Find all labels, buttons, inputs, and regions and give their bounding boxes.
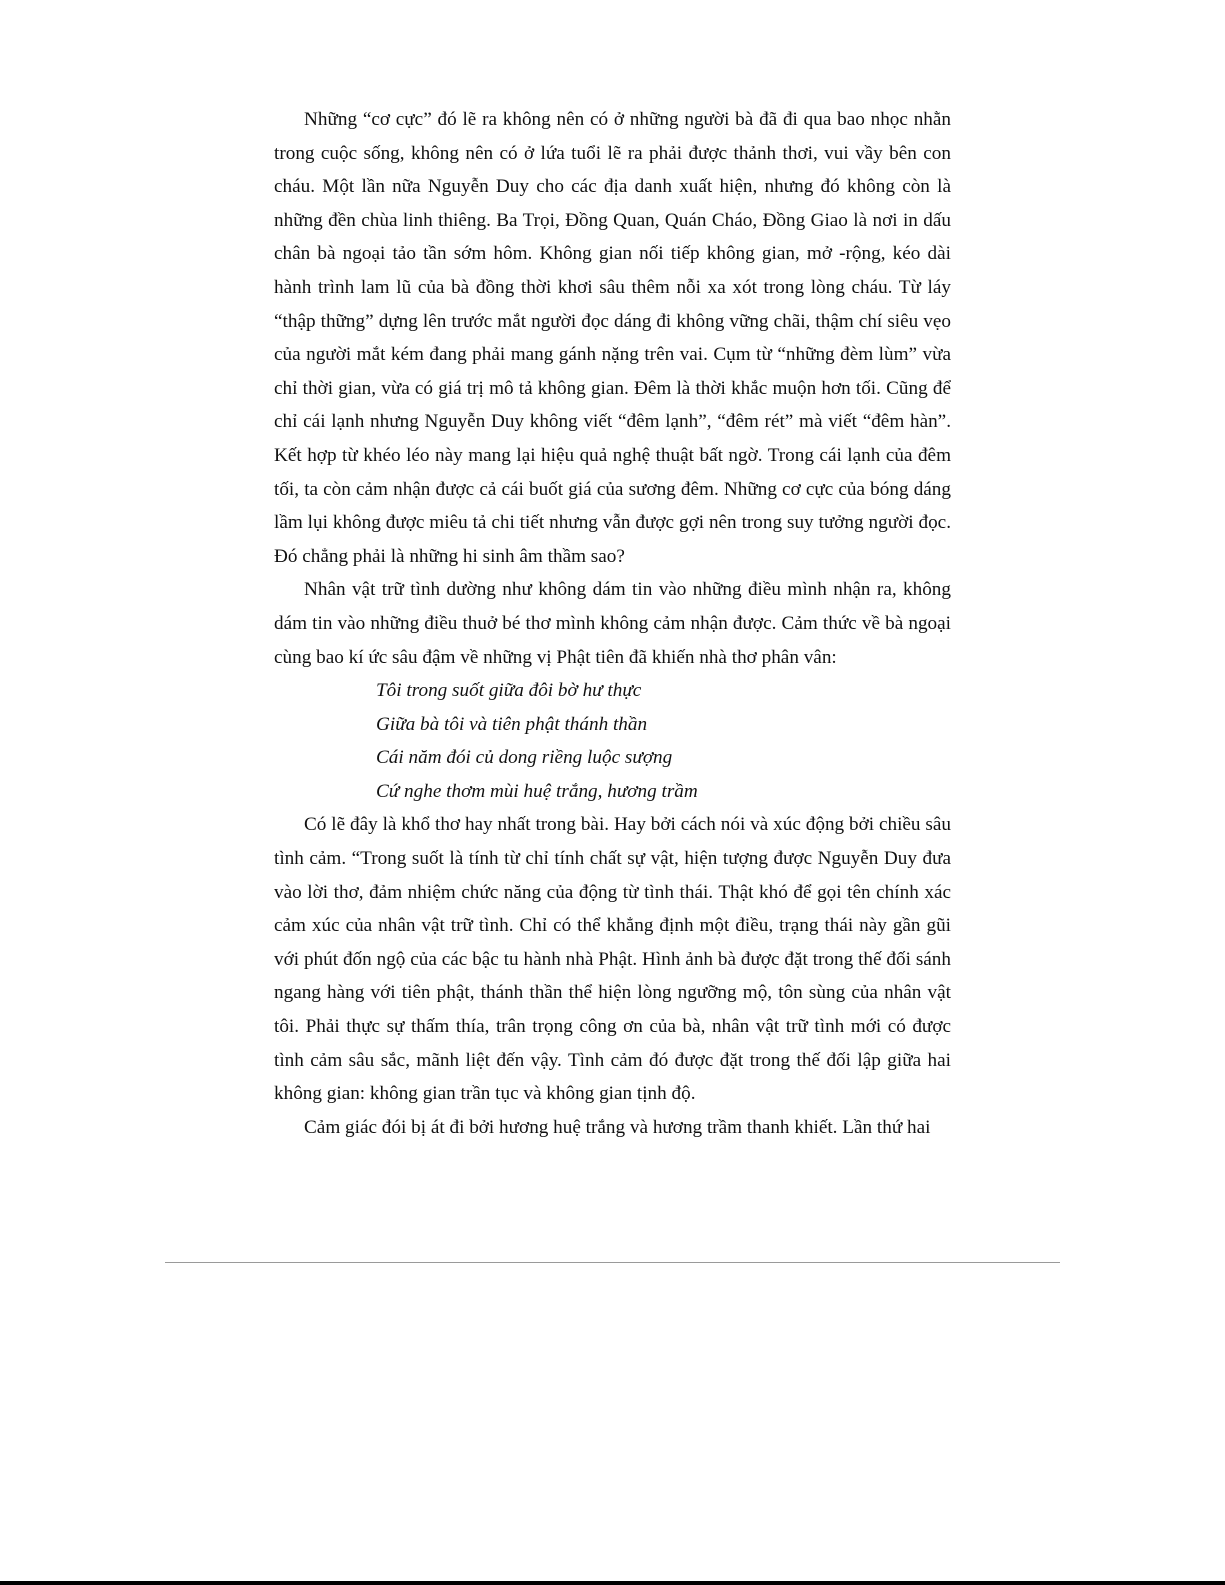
paragraph-1: Những “cơ cực” đó lẽ ra không nên có ở những người bà đã đi qua bao nhọc nhằn trong cuộc sống, không nên có ở lứa tuổi lẽ ra phải được thảnh thơi, vui vầy bên con cháu. Một lần nữa Nguyễn Duy cho các địa danh xuất hiện, nhưng đó không còn là những đền chùa linh thiêng. Ba Trọi, Đồng Quan, Quán Cháo, Đồng Giao là nơi in dấu chân bà ngoại tảo tần sớm hôm. Không gian nối tiếp không gian, mở -rộng, kéo dài hành trình lam lũ của bà đồng thời khơi sâu thêm nỗi xa xót trong lòng cháu. Từ láy “thập thững” dựng lên trước mắt người đọc dáng đi không vững chãi, thậm chí siêu vẹo của người mắt kém đang phải mang gánh nặng trên vai. Cụm từ “những đèm lùm” vừa chỉ thời gian, vừa có giá trị mô tả không gian. Đêm là thời khắc muộn hơn tối. Cũng để chỉ cái lạnh nhưng Nguyễn Duy không viết “đêm lạnh”, “đêm rét” mà viết “đêm hàn”. Kết hợp từ khéo léo này mang lại hiệu quả nghệ thuật bất ngờ. Trong cái lạnh của đêm tối, ta còn cảm nhận được cả cái buốt giá của sương đêm. Những cơ cực của bóng dáng lầm lụi không được miêu tả chi tiết nhưng vẫn được gợi nên trong suy tưởng người đọc. Đó chẳng phải là những hi sinh âm thầm sao? [274, 109, 951, 567]
poem-line-3: Cái năm đói củ dong riềng luộc sượng [376, 747, 673, 769]
paragraph-2: Nhân vật trữ tình dường như không dám tin vào những điều mình nhận ra, không dám tin vào những điều thuở bé thơ mình không cảm nhận được. Cảm thức về bà ngoại cùng bao kí ức sâu đậm về những vị Phật tiên đã khiến nhà thơ phân vân: [274, 579, 951, 668]
poem-stanza [376, 674, 951, 808]
poem-line-2: Giữa bà tôi và tiên phật thánh thần [376, 713, 648, 735]
poem-line-4: Cứ nghe thơm mùi huệ trắng, hương trầm [376, 780, 698, 802]
poem-line-1: Tôi trong suốt giữa đôi bờ hư thực [376, 680, 642, 702]
page-bottom-edge [0, 1581, 1225, 1585]
footer-divider [165, 1262, 1060, 1263]
paragraph-3: Có lẽ đây là khổ thơ hay nhất trong bài. Hay bởi cách nói và xúc động bởi chiều sâu tình cảm. “Trong suốt là tính từ chỉ tính chất sự vật, hiện tượng được Nguyễn Duy đưa vào lời thơ, đảm nhiệm chức năng của động từ tình thái. Thật khó để gọi tên chính xác cảm xúc của nhân vật trữ tình. Chỉ có thể khẳng định một điều, trạng thái này gần gũi với phút đốn ngộ của các bậc tu hành nhà Phật. Hình ảnh bà được đặt trong thế đối sánh ngang hàng với tiên phật, thánh thần thể hiện lòng ngưỡng mộ, tôn sùng của nhân vật tôi. Phải thực sự thấm thía, trân trọng công ơn của bà, nhân vật trữ tình mới có được tình cảm sâu sắc, mãnh liệt đến vậy. Tình cảm đó được đặt trong thế đối lập giữa hai không gian: không gian trần tục và không gian tịnh độ. [274, 814, 951, 1105]
page-body [274, 103, 951, 1144]
paragraph-4: Cảm giác đói bị át đi bởi hương huệ trắng và hương trầm thanh khiết. Lần thứ hai [304, 1116, 931, 1138]
